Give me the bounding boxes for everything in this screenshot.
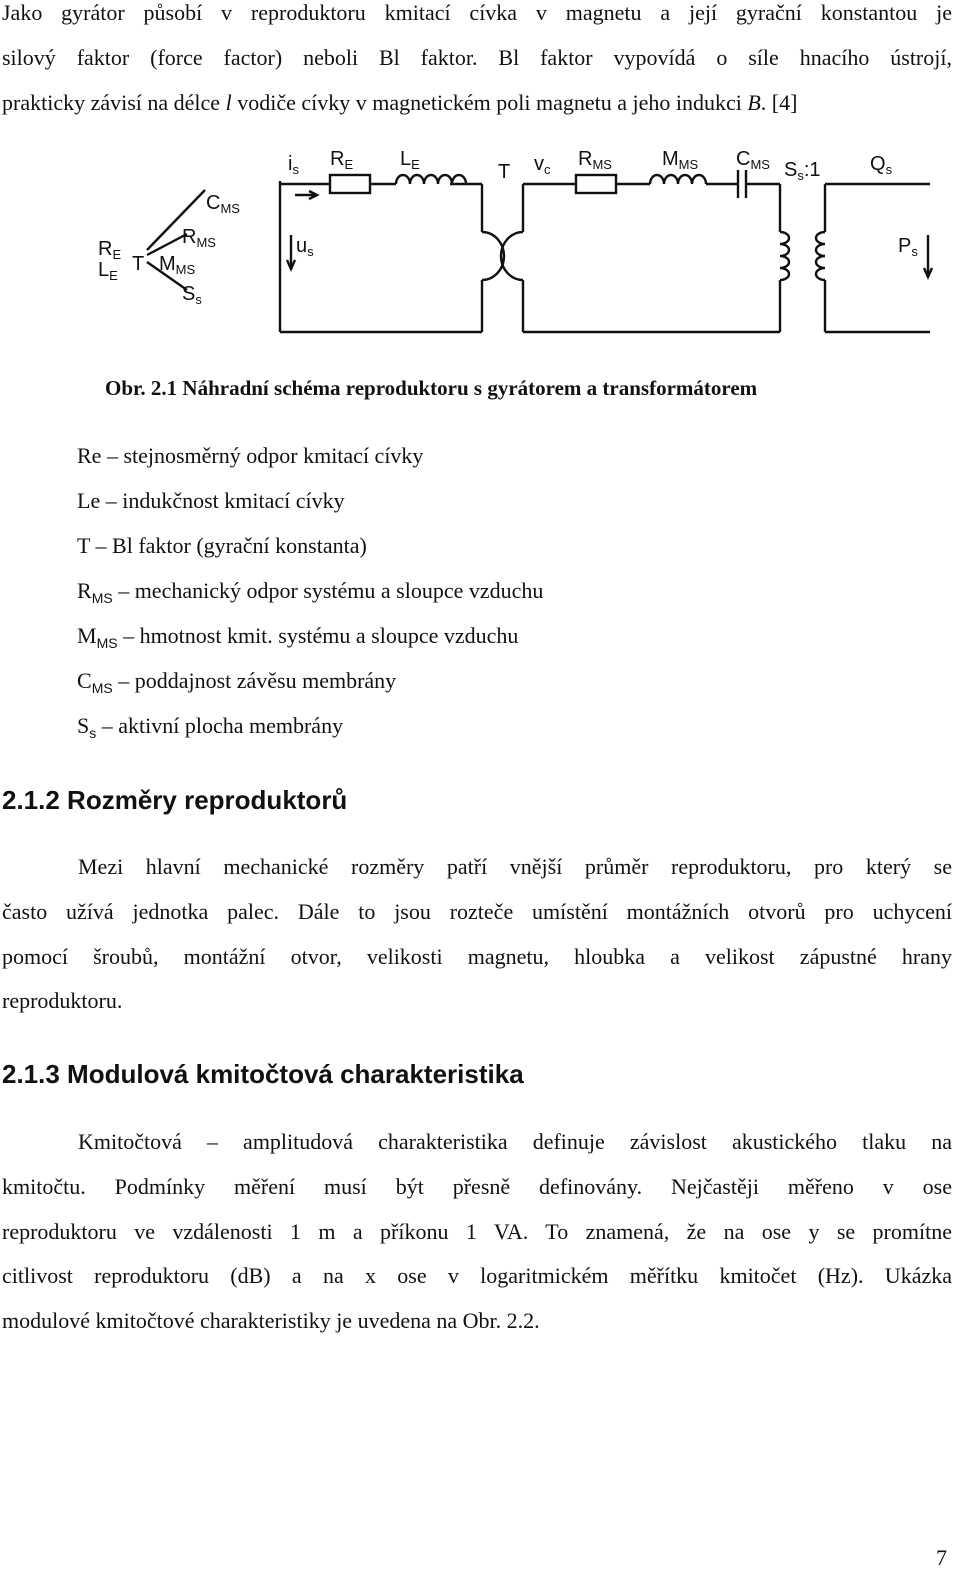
equivalent-circuit-diagram	[90, 140, 940, 345]
legend-item: $M_{MS}$ – hmotnost kmit. systému a sloupce vzduchu	[77, 623, 519, 651]
page-number: 7	[936, 1545, 947, 1570]
label-qs: $Q_s$	[870, 153, 893, 177]
section-paragraph	[2, 845, 952, 1024]
label-mms: $M_{MS}$	[662, 148, 699, 172]
fan-label-mms: $M_{MS}$	[159, 253, 196, 277]
section-heading: 2.1.3 Modulová kmitočtová charakteristika	[2, 1059, 524, 1089]
fan-label-cms: $C_{MS}$	[206, 192, 240, 216]
paragraph-line: často užívá jednotka palec. Dále to jsou rozteče umístění montážních otvorů pro uchycení	[2, 898, 952, 924]
paragraph-line: Kmitočtová – amplitudová charakteristika definuje závislost akustického tlaku na	[78, 1129, 952, 1154]
intro-line: silový faktor (force factor) neboli Bl faktor. Bl faktor vypovídá o síle hnacího ústrojí,	[2, 44, 952, 70]
label-ss-ratio: $S_s:1$	[784, 159, 821, 183]
paragraph-line: reproduktoru ve vzdálenosti 1 m a příkonu 1 VA. To znamená, že na ose y se promítne	[2, 1218, 952, 1244]
section-heading: 2.1.2 Rozměry reproduktorů	[2, 785, 348, 815]
label-is: $i_s$	[288, 153, 299, 177]
intro-paragraph	[2, 0, 952, 125]
label-le: $L_E$	[400, 148, 420, 172]
transformer-secondary	[816, 232, 825, 280]
legend-item: $R_{MS}$ – mechanický odpor systému a sloupce vzduchu	[77, 578, 544, 606]
fan-label-ss: $S_s$	[182, 283, 202, 307]
legend-item: $C_{MS}$ – poddajnost závěsu membrány	[77, 668, 397, 696]
label-cms: $C_{MS}$	[736, 148, 770, 172]
paragraph-line: citlivost reproduktoru (dB) a na x ose v logaritmickém měřítku kmitočet (Hz). Ukázka	[2, 1263, 952, 1289]
paragraph-line: pomocí šroubů, montážní otvor, velikosti magnetu, hloubka a velikost zápustné hrany	[2, 943, 952, 969]
intro-line: prakticky závisí na délce l vodiče cívky v magnetickém poli magnetu a jeho indukci B. [4]	[2, 89, 798, 115]
figure-caption: Obr. 2.1 Náhradní schéma reproduktoru s gyrátorem a transformátorem	[105, 376, 758, 400]
fan-label-re: $R_E$	[98, 238, 122, 262]
legend-item: Re – stejnosměrný odpor kmitací cívky	[77, 443, 424, 468]
paragraph-line: modulové kmitočtové charakteristiky je uvedena na Obr. 2.2.	[2, 1308, 540, 1334]
label-t: T	[498, 161, 511, 183]
fan-label-le: $L_E$	[98, 259, 118, 283]
resistor-rms	[576, 175, 616, 193]
paragraph-line: reproduktoru.	[2, 988, 123, 1014]
label-vc: $v_c$	[534, 153, 551, 177]
paragraph-line: kmitočtu. Podmínky měření musí být přesně definovány. Nejčastěji měřeno v ose	[2, 1173, 952, 1199]
label-ps: $P_s$	[898, 235, 918, 259]
paragraph-line: Mezi hlavní mechanické rozměry patří vnější průměr reproduktoru, pro který se	[78, 854, 952, 879]
legend-item: Le – indukčnost kmitací cívky	[77, 488, 345, 513]
inductor-le	[396, 175, 466, 184]
resistor-re	[330, 175, 370, 193]
section-paragraph	[2, 1120, 952, 1344]
transformer-primary	[780, 232, 789, 280]
fan-label-t: T	[132, 253, 145, 275]
label-rms: $R_{MS}$	[578, 148, 612, 172]
fan-label-rms: $R_{MS}$	[182, 226, 216, 250]
intro-line: Jako gyrátor působí v reproduktoru kmitací cívka v magnetu a její gyrační konstantou je	[2, 0, 952, 25]
label-re: $R_E$	[330, 148, 354, 172]
inductor-mms	[650, 175, 706, 184]
legend-item: T – Bl faktor (gyrační konstanta)	[77, 533, 367, 558]
label-us: $u_s$	[296, 235, 314, 259]
legend-item: $S_s$ – aktivní plocha membrány	[77, 713, 344, 741]
